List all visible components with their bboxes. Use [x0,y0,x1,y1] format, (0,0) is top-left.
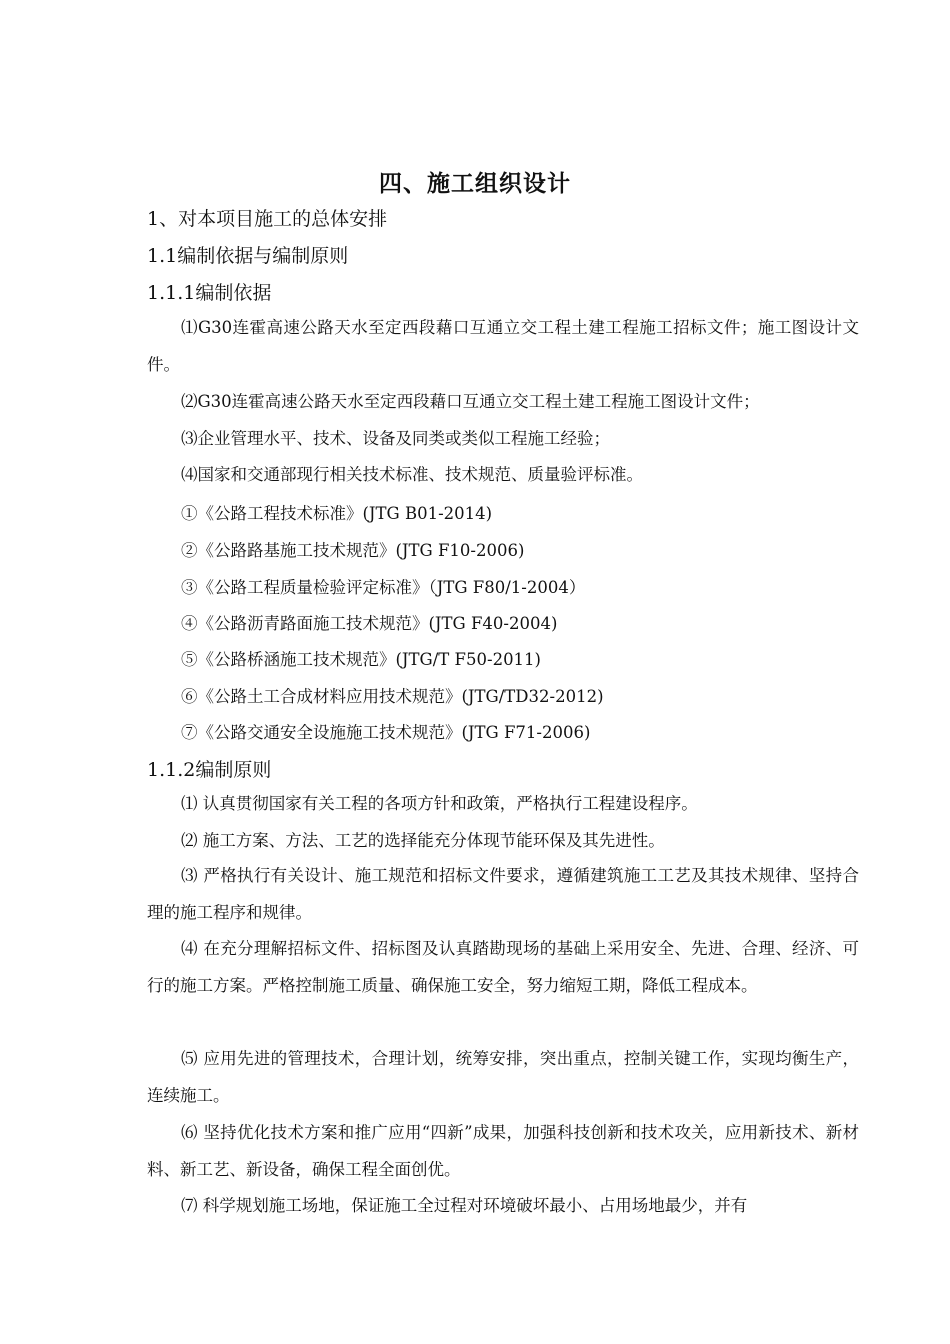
basis-item: ⑶企业管理水平、技术、设备及同类或类似工程施工经验； [181,429,610,448]
principle-item: ⑵ 施工方案、方法、工艺的选择能充分体现节能环保及其先进性。 [181,831,665,850]
page-title: 四、施工组织设计 [379,170,571,197]
basis-item: ⑴G30连霍高速公路天水至定西段藉口互通立交工程土建工程施工招标文件；施工图设计文件。 [147,318,859,374]
heading-1-1-1: 1.1.1编制依据 [147,282,272,304]
standard-item: ④《公路沥青路面施工技术规范》(JTG F40-2004) [181,614,558,633]
basis-item: ⑵G30连霍高速公路天水至定西段藉口互通立交工程土建工程施工图设计文件； [181,392,760,411]
principle-item: ⑸ 应用先进的管理技术，合理计划，统筹安排，突出重点，控制关键工作，实现均衡生产，连续施工。 [147,1049,859,1105]
heading-1-1: 1.1编制依据与编制原则 [147,245,349,267]
basis-item: ⑷国家和交通部现行相关技术标准、技术规范、质量验评标准。 [181,465,643,484]
standard-item: ⑦《公路交通安全设施施工技术规范》(JTG F71-2006) [181,723,591,742]
principle-item: ⑺ 科学规划施工场地，保证施工全过程对环境破坏最小、占用场地最少，并有 [181,1196,748,1215]
principle-item: ⑴ 认真贯彻国家有关工程的各项方针和政策，严格执行工程建设程序。 [181,794,698,813]
heading-1: 1、对本项目施工的总体安排 [147,208,388,230]
standard-item: ⑥《公路土工合成材料应用技术规范》(JTG/TD32-2012) [181,687,604,706]
standard-item: ②《公路路基施工技术规范》(JTG F10-2006) [181,541,525,560]
heading-1-1-2: 1.1.2编制原则 [147,759,272,781]
standard-item: ③《公路工程质量检验评定标准》（JTG F80/1-2004） [181,578,586,597]
standard-item: ⑤《公路桥涵施工技术规范》(JTG/T F50-2011) [181,650,541,669]
principle-item: ⑶ 严格执行有关设计、施工规范和招标文件要求，遵循建筑施工工艺及其技术规律、坚持合理的施工程序和规律。 [147,866,859,922]
standard-item: ①《公路工程技术标准》(JTG B01-2014) [181,504,493,523]
principle-item: ⑹ 坚持优化技术方案和推广应用“四新”成果，加强科技创新和技术攻关，应用新技术、新材料、新工艺、新设备，确保工程全面创优。 [147,1123,859,1179]
principle-item: ⑷ 在充分理解招标文件、招标图及认真踏勘现场的基础上采用安全、先进、合理、经济、可行的施工方案。严格控制施工质量、确保施工安全，努力缩短工期，降低工程成本。 [147,939,859,995]
